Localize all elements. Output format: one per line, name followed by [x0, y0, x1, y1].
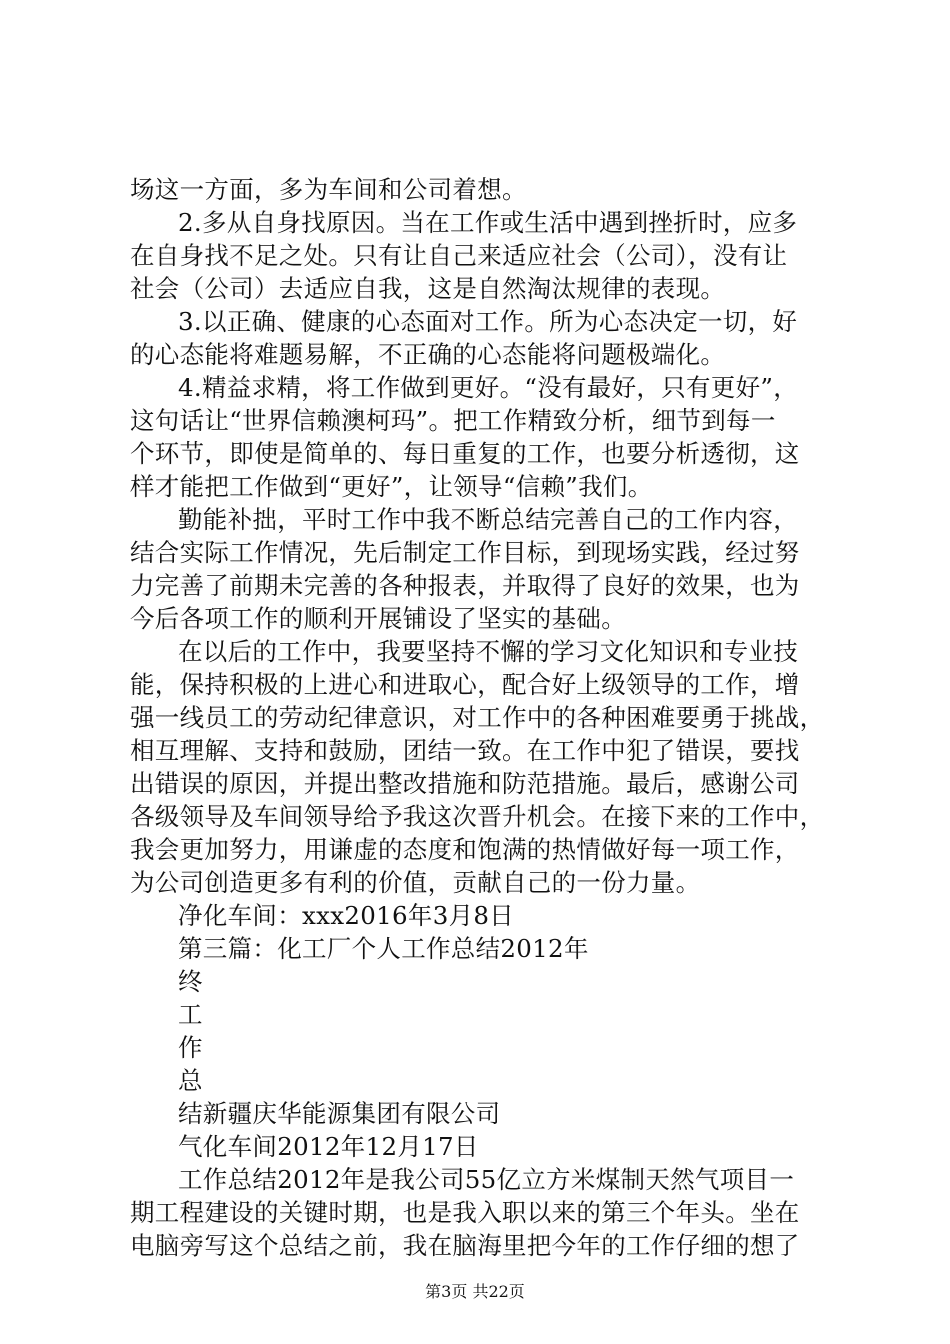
text-line: 社会（公司）去适应自我，这是自然淘汰规律的表现。: [130, 274, 726, 303]
text-line: 力完善了前期未完善的各种报表，并取得了良好的效果，也为: [130, 571, 800, 600]
text-line: 工作总结2012年是我公司55亿立方米煤制天然气项目一: [178, 1165, 795, 1194]
text-line: 作: [178, 1033, 203, 1062]
text-line: 4.精益求精，将工作做到更好。“没有最好，只有更好”，: [178, 373, 799, 402]
text-line: 各级领导及车间领导给予我这次晋升机会。在接下来的工作中，: [130, 802, 825, 831]
text-line: 勤能补拙，平时工作中我不断总结完善自己的工作内容，: [178, 505, 798, 534]
text-line: 总: [178, 1066, 203, 1095]
text-line: 3.以正确、健康的心态面对工作。所为心态决定一切，好: [178, 307, 798, 336]
text-line: 场这一方面，多为车间和公司着想。: [130, 175, 527, 204]
text-line: 工: [178, 1000, 203, 1029]
text-line: 样才能把工作做到“更好”，让领导“信赖”我们。: [130, 472, 653, 501]
text-line: 2.多从自身找原因。当在工作或生活中遇到挫折时，应多: [178, 208, 798, 237]
page-number-footer: 第3页 共22页: [425, 1282, 525, 1301]
text-line: 强一线员工的劳动纪律意识，对工作中的各种困难要勇于挑战，: [130, 703, 825, 732]
text-line: 我会更加努力，用谦虚的态度和饱满的热情做好每一项工作，: [130, 835, 800, 864]
text-line: 在以后的工作中，我要坚持不懈的学习文化知识和专业技: [178, 637, 798, 666]
text-line: 的心态能将难题易解，不正确的心态能将问题极端化。: [130, 340, 726, 369]
text-line: 期工程建设的关键时期，也是我入职以来的第三个年头。坐在: [130, 1198, 800, 1227]
text-line: 为公司创造更多有利的价值，贡献自己的一份力量。: [130, 868, 701, 897]
text-line: 这句话让“世界信赖澳柯玛”。把工作精致分析，细节到每一: [130, 406, 776, 435]
text-line: 结新疆庆华能源集团有限公司: [178, 1099, 501, 1128]
text-line: 气化车间2012年12月17日: [178, 1132, 479, 1161]
section-heading: 第三篇：化工厂个人工作总结2012年: [178, 934, 589, 963]
text-line: 在自身找不足之处。只有让自己来适应社会（公司），没有让: [130, 241, 788, 270]
signature-line: 净化车间：xxx2016年3月8日: [178, 901, 515, 930]
text-line: 结合实际工作情况，先后制定工作目标，到现场实践，经过努: [130, 538, 800, 567]
text-line: 能，保持积极的上进心和进取心，配合好上级领导的工作，增: [130, 670, 800, 699]
text-line: 电脑旁写这个总结之前，我在脑海里把今年的工作仔细的想了: [130, 1231, 800, 1260]
text-line: 个环节，即使是简单的、每日重复的工作，也要分析透彻，这: [130, 439, 800, 468]
text-line: 出错误的原因，并提出整改措施和防范措施。最后，感谢公司: [130, 769, 800, 798]
text-line: 今后各项工作的顺利开展铺设了坚实的基础。: [130, 604, 626, 633]
text-line: 终: [178, 967, 203, 996]
text-line: 相互理解、支持和鼓励，团结一致。在工作中犯了错误，要找: [130, 736, 800, 765]
